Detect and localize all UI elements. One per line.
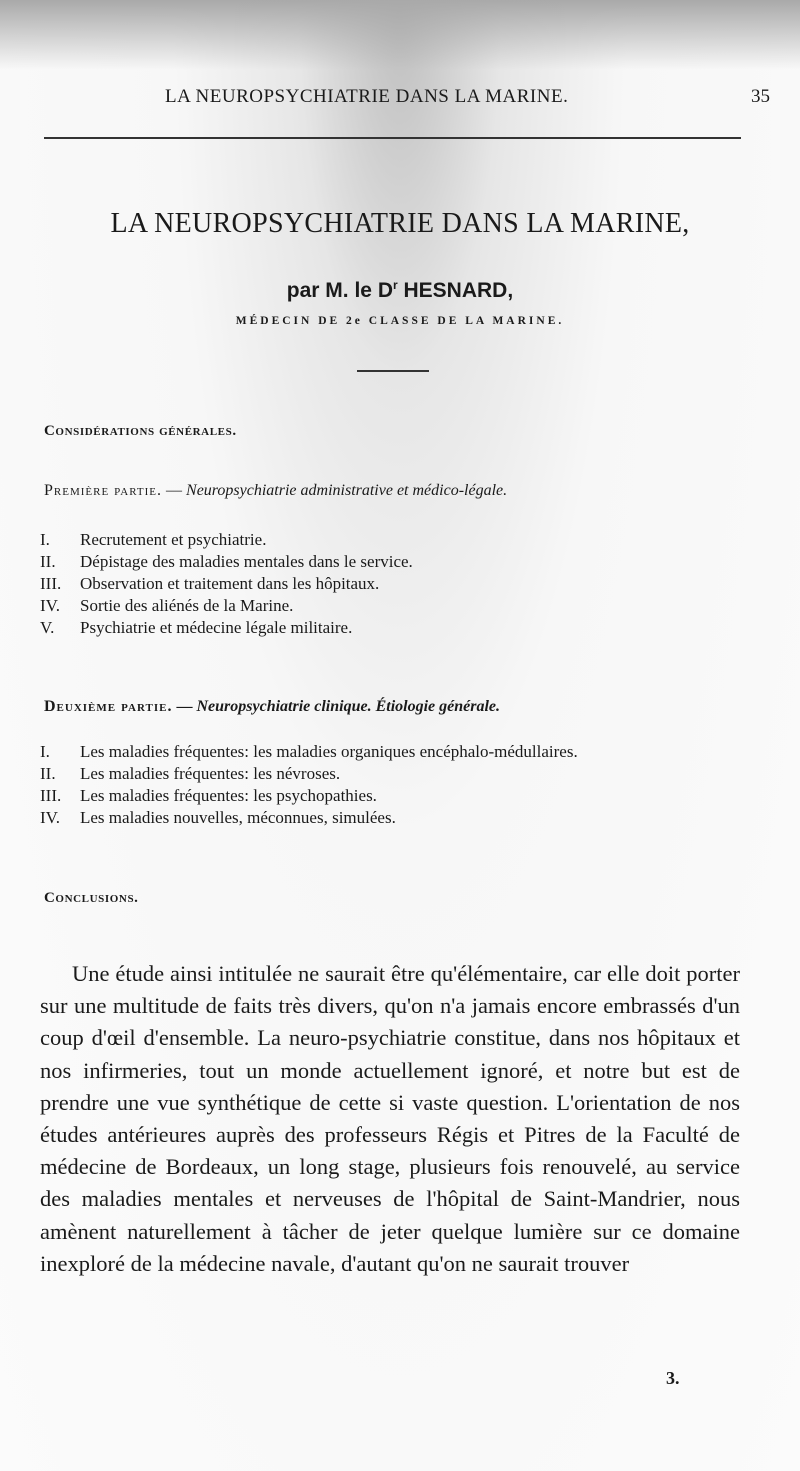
- toc-item-text: Les maladies fréquentes: les névroses.: [80, 764, 341, 783]
- running-title: LA NEUROPSYCHIATRIE DANS LA MARINE.: [165, 86, 569, 107]
- title-rule: [357, 370, 429, 372]
- toc-item-text: Les maladies nouvelles, méconnues, simulées.: [80, 808, 396, 827]
- section-conclusions: Conclusions.: [44, 890, 139, 906]
- part2-dash: —: [172, 698, 197, 715]
- byline-sup: r: [393, 278, 398, 292]
- toc-item-text: Recrutement et psychiatrie.: [80, 530, 267, 549]
- toc-item-number: I.: [40, 742, 50, 761]
- part1-label: Première partie.: [44, 482, 163, 499]
- body-paragraph: [40, 958, 740, 1280]
- toc-item-text: Les maladies fréquentes: les psychopathies.: [80, 786, 377, 805]
- toc-item-number: III.: [40, 574, 62, 593]
- toc-item-text: Psychiatrie et médecine légale militaire.: [80, 618, 353, 637]
- section-general-considerations: Considérations générales.: [44, 423, 237, 439]
- byline-prefix: par M. le D: [286, 279, 393, 302]
- byline: [0, 278, 800, 303]
- toc-item: [40, 552, 413, 574]
- toc-item: [40, 596, 413, 618]
- toc-item-number: II.: [40, 552, 56, 571]
- toc-item: [40, 764, 578, 786]
- toc-item-text: Observation et traitement dans les hôpitaux.: [80, 574, 380, 593]
- toc-item-number: V.: [40, 618, 55, 637]
- toc-item: [40, 574, 413, 596]
- header-rule: [44, 137, 741, 139]
- toc-item-text: Dépistage des maladies mentales dans le service.: [80, 552, 413, 571]
- toc-item-number: III.: [40, 786, 62, 805]
- article-title: LA NEUROPSYCHIATRIE DANS LA MARINE,: [110, 208, 690, 239]
- part1-description: Neuropsychiatrie administrative et médico-légale.: [186, 482, 508, 499]
- toc-item: [40, 808, 578, 830]
- running-header: [0, 86, 800, 116]
- author-rank: MÉDECIN DE 2e CLASSE DE LA MARINE.: [235, 315, 565, 327]
- toc-item: [40, 786, 578, 808]
- part2-description: Neuropsychiatrie clinique. Étiologie générale.: [196, 698, 501, 715]
- toc-item: [40, 530, 413, 552]
- toc-item-number: IV.: [40, 808, 60, 827]
- author-name: HESNARD,: [397, 279, 514, 302]
- toc-item: [40, 742, 578, 764]
- toc-item-number: IV.: [40, 596, 60, 615]
- toc-item: [40, 618, 413, 640]
- part1-heading: [44, 482, 507, 500]
- part1-dash: —: [162, 482, 187, 499]
- part2-heading: [44, 698, 500, 716]
- toc-item-text: Sortie des aliénés de la Marine.: [80, 596, 294, 615]
- signature-mark: 3.: [666, 1368, 680, 1388]
- part1-list: [40, 530, 413, 640]
- toc-item-number: II.: [40, 764, 56, 783]
- toc-item-number: I.: [40, 530, 50, 549]
- toc-item-text: Les maladies fréquentes: les maladies organiques encéphalo-médullaires.: [80, 742, 578, 761]
- part2-list: [40, 742, 578, 830]
- page-number: 35: [751, 86, 770, 107]
- body-paragraph-text: Une étude ainsi intitulée ne saurait être qu'élémentaire, car elle doit porter sur une multitude de faits très divers, qu'on n'a jamais encore embrassés d'un coup d'œil d'ensemble. La neuro-psychiatrie constitue, dans nos hôpitaux et nos infirmeries, tout un monde actuellement ignoré, et notre but est de prendre une vue synthétique de cette si vaste question. L'orientation de nos études antérieures auprès des professeurs Régis et Pitres de la Faculté de médecine de Bordeaux, un long stage, plusieurs fois renouvelé, au service des maladies mentales et nerveuses de l'hôpital de Saint-Mandrier, nous amènent naturellement à tâcher de jeter quelque lumière sur ce domaine inexploré de la médecine navale, d'autant qu'on ne saurait trouver: [40, 961, 740, 1276]
- part2-label: Deuxième partie.: [44, 698, 173, 715]
